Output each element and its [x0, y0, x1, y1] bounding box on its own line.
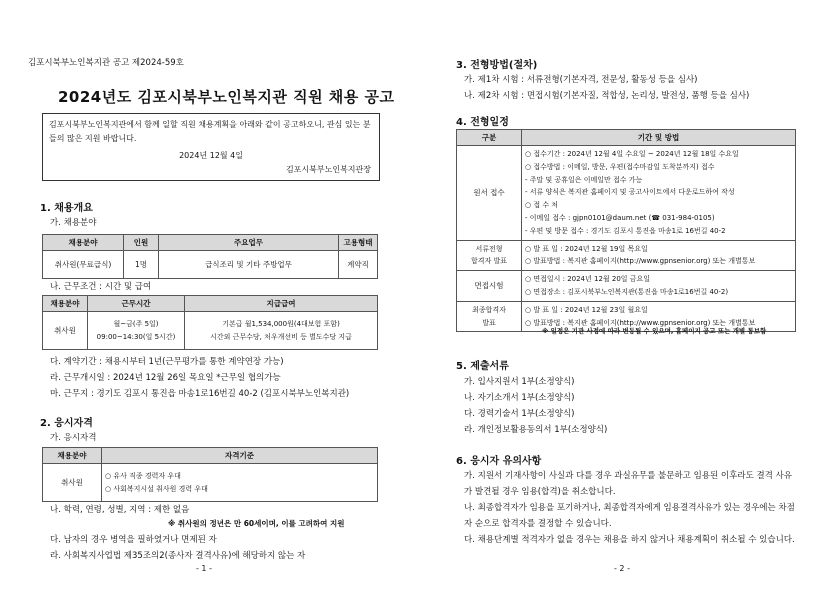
td-duty: 급식조리 및 기타 주방업무	[159, 251, 339, 279]
page-number: - 1 -	[196, 564, 212, 573]
page-2	[418, 0, 835, 590]
td-doc-label	[457, 240, 522, 271]
interview-line: ○ 면접일시 : 2024년 12월 20일 금요일	[525, 275, 651, 284]
td-apply-lines	[522, 146, 796, 241]
th-pay: 지급급여	[185, 296, 378, 312]
intro-text: 김포시북부노인복지관에서 함께 일할 직원 채용계획을 아래와 같이 공고하오니, 관심 있는 분들의 많은 지원 바랍니다.	[49, 120, 371, 143]
th-type: 고용형태	[339, 235, 378, 251]
time-line-1: 월~금(주 5일)	[113, 319, 159, 328]
section-3-title: 3. 전형방법(절차)	[456, 60, 538, 71]
req-line-1: ○ 유사 직종 경력자 우대	[105, 471, 181, 480]
section-2a: 가. 응시자격	[50, 433, 97, 443]
section-1a: 가. 채용분야	[50, 218, 97, 228]
apply-line: ○ 접 수 처	[525, 201, 559, 210]
td-time	[88, 312, 185, 350]
td-field: 취사원	[43, 464, 102, 502]
section-1b: 나. 근무조건 : 시간 및 급여	[50, 282, 152, 292]
doc-label-2: 합격자 발표	[470, 257, 508, 266]
condition-table	[42, 295, 378, 350]
section-3a: 가. 제1차 시험 : 서류전형(기본자격, 전문성, 활동성 등을 심사)	[464, 75, 698, 85]
final-label-2: 발표	[482, 318, 496, 327]
th-count: 인원	[124, 235, 159, 251]
page-number: - 2 -	[614, 564, 630, 573]
th-field: 채용분야	[43, 235, 124, 251]
recruit-table	[42, 234, 378, 279]
apply-line: - 서류 양식은 복지관 홈페이지 및 공고사이트에서 다운로드하여 작성	[525, 188, 735, 197]
final-line: ○ 발 표 일 : 2024년 12월 23일 월요일	[525, 305, 648, 314]
page-1	[0, 0, 417, 590]
document-item: 나. 자기소개서 1부(소정양식)	[464, 393, 575, 403]
section-2-title: 2. 응시자격	[40, 418, 93, 429]
apply-line: ○ 접수기간 : 2024년 12월 4일 수요일 ~ 2024년 12월 18일 수요일	[525, 150, 739, 158]
section-1e: 마. 근무지 : 경기도 김포시 통진읍 마송1로16번길 40-2 (김포시북부노인복지관)	[50, 389, 350, 399]
section-6a: 가. 지원서 기재사항이 사실과 다를 경우 과실유무를 불문하고 임용된 이후라도 결격 사유가 발견될 경우 임용(합격)을 취소합니다.	[464, 471, 793, 497]
td-interview-label: 면접시험	[457, 271, 522, 302]
doc-line: ○ 발 표 일 : 2024년 12월 19일 목요일	[525, 244, 648, 253]
section-1d: 라. 근무개시일 : 2024년 12월 26일 목요일 *근무일 협의가능	[50, 373, 281, 383]
document-item: 다. 경력기술서 1부(소정양식)	[464, 409, 575, 419]
td-req	[102, 464, 378, 502]
qualification-table	[42, 447, 378, 502]
td-count: 1명	[124, 251, 159, 279]
td-pay	[185, 312, 378, 350]
section-2b: 나. 학력, 연령, 성별, 지역 : 제한 없음	[50, 505, 190, 515]
doc-line: ○ 발표방법 : 복지관 홈페이지(http://www.gpnsenior.org) 또는 개별통보	[525, 257, 756, 266]
section-2-note: ※ 취사원의 정년은 만 60세이며, 이를 고려하여 지원	[168, 519, 345, 528]
td-type: 계약직	[339, 251, 378, 279]
section-6b: 나. 최종합격자가 임용을 포기하거나, 최종합격자에게 임용결격사유가 있는 경우에는 차점자 순으로 합격자를 결정할 수 있습니다.	[464, 503, 795, 529]
doc-label-1: 서류전형	[475, 244, 503, 253]
section-5-title: 5. 제출서류	[456, 361, 509, 372]
apply-line: - 주말 및 공휴일은 이메일만 접수 가능	[525, 175, 643, 184]
final-line: ○ 발표방법 : 복지관 홈페이지(http://www.gpnsenior.org) 또는 개별통보	[525, 318, 756, 327]
th-field: 채용분야	[43, 448, 102, 464]
intro-org: 김포시북부노인복지관장	[285, 165, 371, 174]
th-category: 구분	[457, 130, 522, 146]
section-6-title: 6. 응시자 유의사항	[456, 456, 542, 467]
td-doc-lines	[522, 240, 796, 271]
section-1-title: 1. 채용개요	[40, 203, 93, 214]
section-3b: 나. 제2차 시험 : 면접시험(기본자질, 적합성, 논리성, 발전성, 품행 등을 심사)	[464, 91, 750, 101]
td-field: 취사원(무료급식)	[43, 251, 124, 279]
section-5-list	[464, 374, 607, 438]
intro-date: 2024년 12월 4일	[179, 151, 243, 160]
section-1c: 다. 계약기간 : 채용시부터 1년(근무평가를 통한 계약연장 가능)	[50, 357, 284, 367]
time-line-2: 09:00~14:30(일 5시간)	[96, 332, 176, 341]
document-item: 가. 입사지원서 1부(소정양식)	[464, 377, 575, 387]
intro-box	[42, 113, 380, 181]
page-title: 2024년도 김포시북부노인복지관 직원 채용 공고	[58, 88, 395, 106]
final-label-1: 최종합격자	[472, 305, 506, 314]
document-item: 라. 개인정보활용동의서 1부(소정양식)	[464, 425, 608, 435]
schedule-table	[456, 129, 796, 332]
th-req: 자격기준	[102, 448, 378, 464]
td-final-label	[457, 301, 522, 332]
schedule-note: ※ 일정은 기관 사정에 따라 변동될 수 있으며, 홈페이지 공고 또는 개별 통보함	[542, 327, 767, 335]
apply-line: - 우편 및 방문 접수 : 경기도 김포시 통진읍 마송1로 16번길 40-2	[525, 226, 726, 235]
th-time: 근무시간	[88, 296, 185, 312]
apply-line: - 이메일 접수 : gjpn0101@daum.net (☎ 031-984-0105)	[525, 213, 715, 222]
td-apply-label: 원서 접수	[457, 146, 522, 241]
section-6c: 다. 채용단계별 적격자가 없을 경우는 채용을 하지 않거나 채용계획이 취소될 수 있습니다.	[464, 535, 795, 545]
req-line-2: ○ 사회복지시설 취사원 경력 우대	[105, 484, 208, 493]
section-4-title: 4. 전형일정	[456, 117, 509, 128]
td-field: 취사원	[43, 312, 88, 350]
interview-line: ○ 면접장소 : 김포시북부노인복지관(통진읍 마송1로16번길 40-2)	[525, 287, 729, 296]
apply-line: ○ 접수방법 : 이메일, 방문, 우편(접수마감일 도착분까지) 접수	[525, 162, 715, 171]
th-method: 기간 및 방법	[522, 130, 796, 146]
th-field: 채용분야	[43, 296, 88, 312]
section-2c: 다. 남자의 경우 병역을 필하였거나 면제된 자	[50, 535, 217, 545]
pay-line-2: 시간외 근무수당, 처우개선비 등 별도수당 지급	[210, 332, 352, 341]
td-interview-lines	[522, 271, 796, 302]
th-duty: 주요업무	[159, 235, 339, 251]
notice-number: 김포시북부노인복지관 공고 제2024-59호	[28, 58, 184, 68]
pay-line-1: 기본급 월1,534,000원(4대보험 포함)	[222, 319, 340, 328]
section-2d: 라. 사회복지사업법 제35조의2(종사자 결격사유)에 해당하지 않는 자	[50, 551, 306, 561]
